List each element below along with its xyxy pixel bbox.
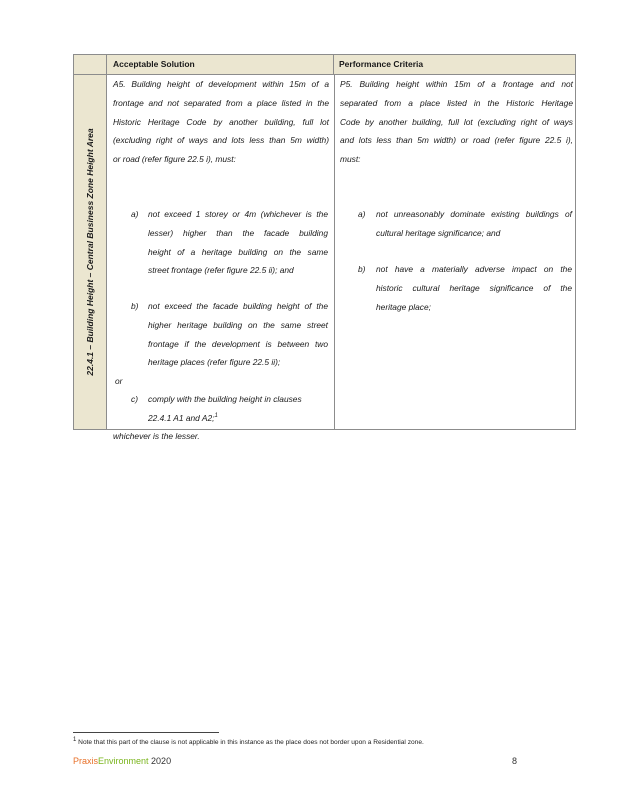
a5-line: frontage and not separated from a place listed in the [113, 97, 329, 108]
pc-item-a-label: a) [358, 209, 366, 219]
pc-item-a-line: not unreasonably dominate existing buildings of [376, 209, 572, 219]
item-c-label: c) [131, 394, 138, 404]
footnote-reference[interactable]: 1 [214, 413, 218, 419]
or-text: or [115, 376, 123, 386]
item-a-line: not exceed 1 storey or 4m (whichever is the [148, 209, 328, 219]
side-label-cell [74, 75, 107, 429]
side-label: 22.4.1 – Building Height – Central Business Zone Height Area [85, 128, 95, 376]
item-a-label: a) [131, 209, 139, 219]
p5-line: and lots less than 5m width) or road (refer figure 22.5 i), [340, 135, 573, 146]
a5-line: (excluding right of ways and lots less than 5m width) [113, 135, 329, 146]
pc-item-a-line: cultural heritage significance; and [376, 227, 501, 238]
footnote-separator [73, 732, 219, 733]
item-b-line: higher heritage building on the same street [148, 319, 328, 330]
a5-line: or road (refer figure 22.5 i), must: [113, 154, 236, 165]
item-b-label: b) [131, 301, 139, 311]
item-b-line: not exceed the facade building height of the [148, 301, 328, 311]
item-c-line: comply with the building height in clauses [148, 394, 302, 404]
header-spacer-cell [74, 55, 107, 74]
footnote-mark: 1 [73, 736, 77, 743]
acceptable-solution-cell [107, 75, 335, 441]
brand-praxis: Praxis [73, 756, 99, 766]
brand-environment: Environment [98, 756, 149, 766]
page-number: 8 [512, 756, 518, 766]
p5-line: Code by another building, full lot (excluding right of ways [340, 116, 573, 127]
footnote [73, 736, 424, 746]
item-b-line: frontage if the development is between two [148, 338, 328, 349]
item-b-line: heritage places (refer figure 22.5 ii); [148, 357, 281, 368]
pc-item-b-line: historic cultural heritage significance of the [376, 282, 572, 293]
table-body-row [74, 75, 575, 441]
table-header-row [74, 55, 575, 75]
pc-item-b-label: b) [358, 264, 366, 274]
item-a-line: height of a heritage building on the same [148, 246, 328, 257]
header-acceptable-solution: Acceptable Solution [107, 55, 334, 74]
footer-year: 2020 [148, 756, 172, 766]
footer-brand [73, 756, 171, 766]
a5-line: Historic Heritage Code by another building, full lot [113, 116, 329, 127]
p5-line: separated from a place listed in the Historic Heritage [340, 97, 573, 108]
performance-criteria-cell [335, 75, 575, 429]
a5-line: A5. Building height of development within 15m of a [113, 79, 329, 89]
item-c-line [148, 409, 218, 428]
requirements-table [73, 54, 576, 441]
pc-item-b-line: not have a materially adverse impact on the [376, 264, 572, 274]
pc-item-b-line: heritage place; [376, 301, 431, 312]
closing-text: whichever is the lesser. [113, 431, 200, 441]
p5-line: must: [340, 154, 361, 165]
footnote-text: Note that this part of the clause is not applicable in this instance as the place does not border upon a Residential zone. [76, 739, 424, 746]
item-a-line: street frontage (refer figure 22.5 ii); and [148, 265, 294, 276]
item-c-text: 22.4.1 A1 and A2; [148, 412, 215, 423]
header-performance-criteria: Performance Criteria [339, 59, 424, 69]
p5-line: P5. Building height within 15m of a frontage and not [340, 79, 573, 89]
item-a-line: lesser) higher than the facade building [148, 227, 328, 238]
